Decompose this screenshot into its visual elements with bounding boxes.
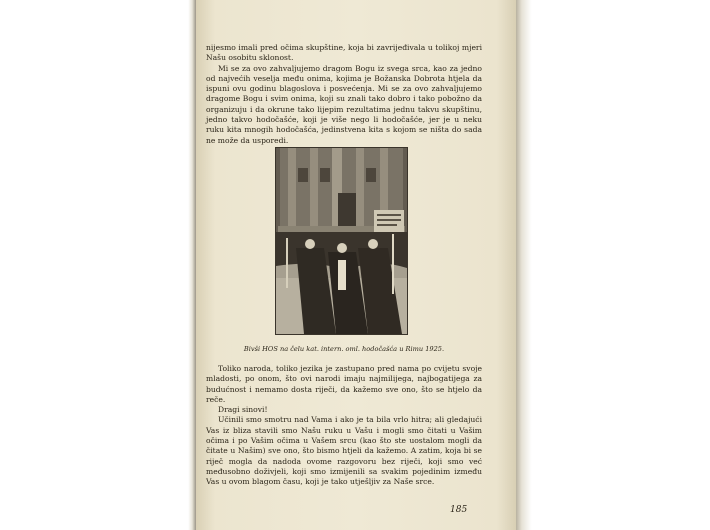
book-page xyxy=(196,0,516,530)
procession-photo-illustration xyxy=(276,148,407,334)
photo-caption: Bivši HOS na čelu kat. intern. oml. hodočašća u Rimu 1925. xyxy=(243,345,445,353)
page-number: 185 xyxy=(450,505,468,515)
paragraph-2: Mi se za ovo zahvaljujemo dragom Bogu iz svega srca, kao za jedno od najvećih veselja među onima, kojima je Božanska Dobrota htjela da ispuni ovu godinu blagoslova i posvećenja. Mi se za ovo zahvaljujemo dragome Bogu i svim onima, koji su znali tako dobro i tako pobožno da organizuju i da okrune tako lijepim rezultatima jednu takvu skupštinu, jedno takvo hodočašće, koji je više nego li hodočašće, jer je u neku ruku kita mnogih hodočašća, jedinstvena kita s kojom se ništa do sada ne može da usporedi. xyxy=(206,63,482,145)
paragraph-3: Toliko naroda, toliko jezika je zastupano pred nama po cvijetu svoje mladosti, po onom, što ovi narodi imaju najmilijega, najbogatijega za budućnost i nemamo dosta riječi, da kažemo sve ono, što se htjelo da reče. xyxy=(206,364,482,404)
left-background xyxy=(0,0,196,530)
paragraph-5: Učinili smo smotru nad Vama i ako je ta bila vrlo hitra; ali gledajući Vas iz bliza stavili smo Našu ruku u Vašu i mogli smo čitati u Vašim očima i po Vašim očima u Vašem srcu (kao što ste uostalom mogli da čitate u Našim) sve ono, što bismo htjeli da kažemo. A zatim, koja bi se riječ mogla da nadoda ovome razgovoru bez riječi, koji smo već međusobno doživjeli, koji smo izmijenili sa svakim pojedinim između Vas u ovom blagom času, koji je tako utješljiv za Naše srce. xyxy=(206,415,482,487)
paragraph-4: Dragi sinovi! xyxy=(218,405,268,415)
top-text-block xyxy=(206,43,482,146)
bottom-text-block xyxy=(206,364,482,488)
right-background xyxy=(516,0,710,530)
paragraph-1: nijesmo imali pred očima skupštine, koja bi zavrijeđivala u tolikoj mjeri Našu osobitu sklonost. xyxy=(206,43,482,63)
procession-photo xyxy=(275,147,408,335)
